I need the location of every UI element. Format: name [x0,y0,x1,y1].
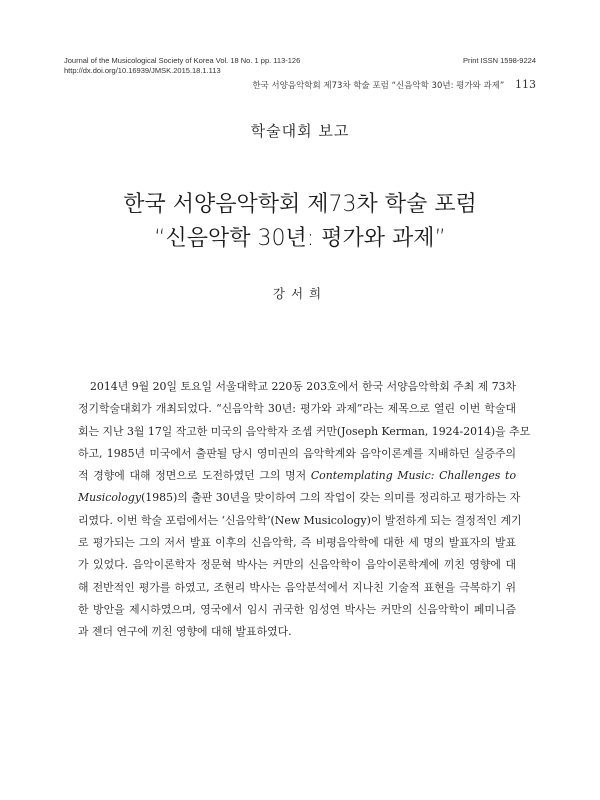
body-line: 리였다. 이번 학술 포럼에서는 ‘신음악학’(New Musicology)이 발전하게 되는 결정적인 계기 [78,513,522,527]
body-paragraph [78,376,531,644]
title-line-2: “신음악학 30년: 평가와 과제” [154,226,446,251]
article-title [0,188,600,256]
running-title: 한국 서양음악학회 제73차 학술 포럼 “신음악학 30년: 평가와 과제” [252,81,505,91]
body-line: 2014년 9월 20일 토요일 서울대학교 220동 203호에서 한국 서양음악학회 주최 제 73차 [90,380,517,393]
body-line: 로 평가되는 그의 저서 발표 이후의 신음악학, 즉 비평음악학에 대한 세 명의 발표자의 발표 [78,536,516,550]
running-head [252,78,536,91]
body-line: 정기학술대회가 개최되었다. “신음악학 30년: 평가와 과제”라는 제목으로 열린 이번 학술대 [78,402,516,416]
body-line: 가 있었다. 음악이론학자 정문혁 박사는 커만의 신음악학이 음악이론학계에 끼친 영향에 대 [78,558,516,572]
body-line-text: (1985)의 출판 30년을 맞이하여 그의 작업이 갖는 의미를 정리하고 평가하는 자 [141,491,521,505]
section-label: 학술대회 보고 [250,122,350,140]
doi-link[interactable]: http://dx.doi.org/10.16939/JMSK.2015.18.1.113 [64,66,221,75]
body-line-book [78,465,516,487]
book-title: Contemplating Music: Challenges to [310,469,516,483]
journal-line: Journal of the Musicological Society of Korea Vol. 18 No. 1 pp. 113-126 [64,56,301,65]
issn: Print ISSN 1598-9224 [463,56,536,65]
body-line: 해 전반적인 평가를 하였고, 조현리 박사는 음악분석에서 지나친 기술적 표현을 극복하기 위 [78,580,516,594]
title-line-1: 한국 서양음악학회 제73차 학술 포럼 [123,192,477,217]
body-line: 회는 지난 3월 17일 작고한 미국의 음악학자 조셉 커만(Joseph Kerman, 1924-2014)을 추모 [78,424,531,438]
body-line-text: 적 경향에 대해 정면으로 도전하였던 그의 명저 [78,469,311,483]
author-name: 강서희 [272,286,328,301]
body-line-book-cont [78,487,521,509]
page-number: 113 [515,78,536,91]
issn-info [463,56,536,66]
book-title-cont: Musicology [78,491,142,505]
body-line: 하고, 1985년 미국에서 출판될 당시 영미권의 음악학계와 음악이론계를 지배하던 실증주의 [78,446,516,460]
body-line: 과 젠더 연구에 끼친 영향에 대해 발표하였다. [78,625,292,639]
body-line: 한 방안을 제시하였으며, 영국에서 임시 귀국한 임성연 박사는 커만의 신음악학이 페미니즘 [78,602,516,616]
journal-citation [64,56,300,76]
